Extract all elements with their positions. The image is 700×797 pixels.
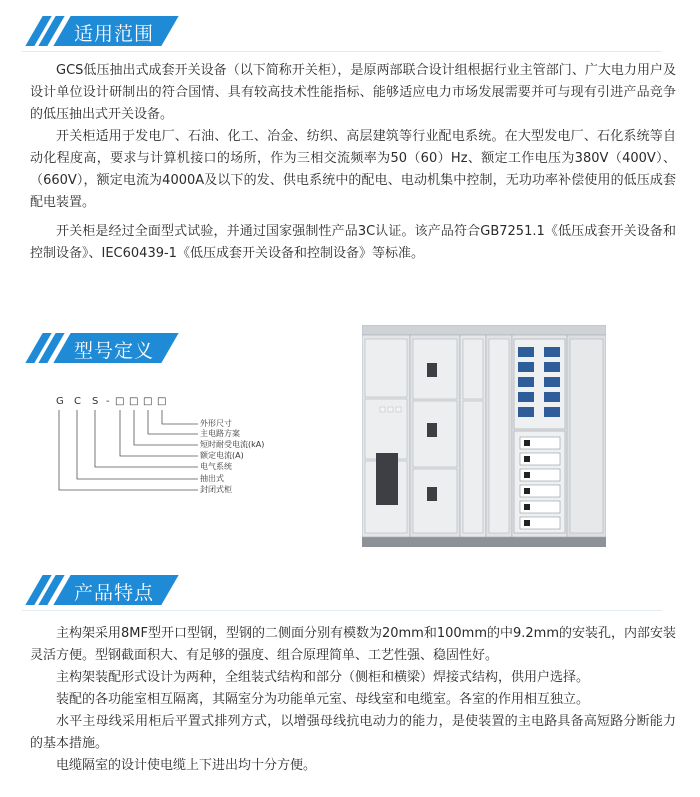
model-connector-lines bbox=[50, 404, 200, 494]
model-label-electrical-system: 电气系统 bbox=[200, 462, 232, 471]
section-title: 适用范围 bbox=[74, 23, 155, 45]
model-code-char: - bbox=[106, 396, 110, 407]
section-header-model bbox=[26, 333, 176, 363]
section-header-features bbox=[26, 575, 176, 605]
features-paragraph-3: 装配的各功能室相互隔离，其隔室分为功能单元室、母线室和电缆室。各室的作用相互独立。 bbox=[56, 692, 590, 707]
section-divider bbox=[22, 51, 662, 52]
model-label-size: 外形尺寸 bbox=[200, 419, 232, 428]
scope-paragraph-2: 开关柜适用于发电厂、石油、化工、冶金、纺织、高层建筑等行业配电系统。在大型发电厂、石化系统等自动化程度高，要求与计算机接口的场所，作为三相交流频率为50（60）Hz、额定工作电压为380V（400V）、（660V），额定电流为4000A及以下的发、供电系统中的配电、电动机集中控制，无功功率补偿使用的低压成套配电装置。 bbox=[30, 129, 676, 210]
scope-paragraph-1: GCS低压抽出式成套开关设备（以下简称开关柜），是原两部联合设计组根据行业主管部门、广大电力用户及设计单位设计研制出的符合国情、具有较高技术性能指标、能够适应电力市场发展需要并可与现有引进产品竞争的低压抽出式开关设备。 bbox=[30, 63, 676, 122]
model-label-drawout: 抽出式 bbox=[200, 474, 224, 483]
section-header-scope bbox=[26, 16, 176, 46]
features-paragraph-2: 主构架装配形式设计为两种，全组装式结构和部分（侧柜和横梁）焊接式结构，供用户选择。 bbox=[56, 670, 590, 685]
model-label-circuit: 主电路方案 bbox=[200, 429, 240, 438]
model-code-char: C bbox=[74, 396, 81, 407]
features-paragraph-4: 水平主母线采用柜后平置式排列方式，以增强母线抗电动力的能力，是使装置的主电路具备高短路分断能力的基本措施。 bbox=[30, 714, 676, 751]
model-label-rated-current: 额定电流(A) bbox=[200, 451, 244, 460]
model-code-char: S bbox=[92, 396, 99, 407]
model-code-box: □ bbox=[157, 396, 167, 407]
features-paragraph-5: 电缆隔室的设计使电缆上下进出均十分方便。 bbox=[56, 758, 317, 773]
model-code-box: □ bbox=[143, 396, 153, 407]
section-title: 型号定义 bbox=[74, 340, 155, 362]
switchgear-cabinet-image bbox=[362, 325, 606, 547]
model-label-enclosed: 封闭式柜 bbox=[200, 485, 232, 494]
model-code-box: □ bbox=[129, 396, 139, 407]
scope-paragraph-3: 开关柜是经过全面型式试验，并通过国家强制性产品3C认证。该产品符合GB7251.1《低压成套开关设备和控制设备》、IEC60439-1《低压成套开关设备和控制设备》等标准。 bbox=[30, 224, 676, 261]
model-code-char: G bbox=[56, 396, 64, 407]
features-paragraph-1: 主构架采用8MF型开口型钢，型钢的二侧面分别有模数为20mm和100mm的中9.2mm的安装孔，内部安装灵活方便。型钢截面积大、有足够的强度、组合原理简单、工艺性强、稳固性好。 bbox=[30, 626, 676, 663]
section-title: 产品特点 bbox=[74, 582, 155, 604]
model-label-withstand-current: 短时耐受电流(kA) bbox=[200, 440, 265, 449]
section-divider bbox=[22, 610, 662, 611]
model-code-box: □ bbox=[115, 396, 125, 407]
